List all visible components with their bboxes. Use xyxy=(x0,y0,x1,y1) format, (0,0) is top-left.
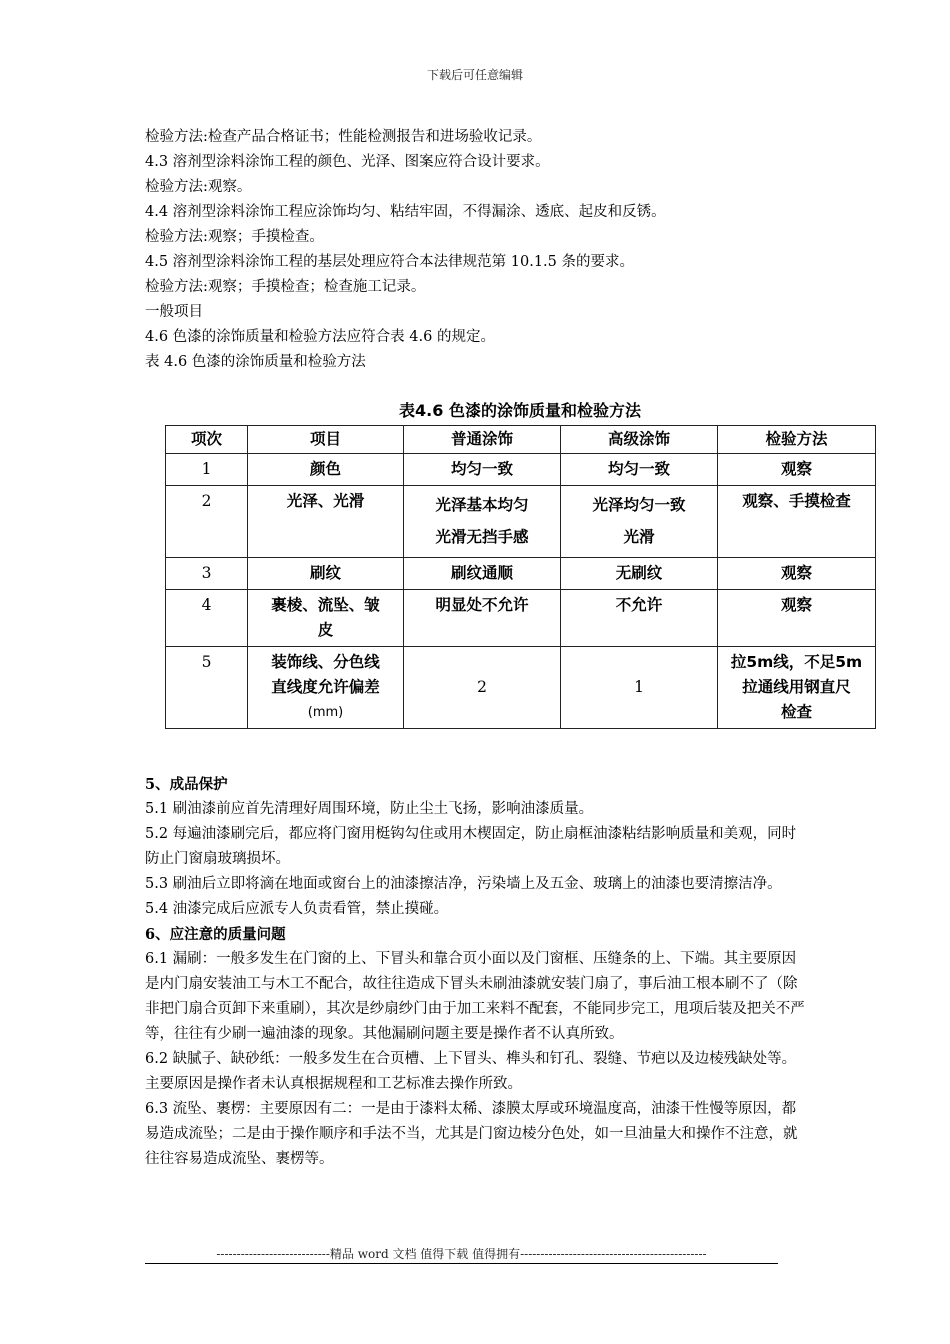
method-cell xyxy=(718,647,876,729)
method-cell: 观察 xyxy=(718,590,876,647)
cell-line: 光泽均匀一致 xyxy=(592,496,686,514)
body-text-block xyxy=(145,772,810,1172)
normal-finish-cell: 均匀一致 xyxy=(404,454,561,486)
table-row xyxy=(166,486,876,558)
section-heading: 6、应注意的质量问题 xyxy=(145,926,286,943)
normal-finish-cell: 2 xyxy=(404,647,561,729)
row-number: 2 xyxy=(166,486,248,558)
method-cell: 观察 xyxy=(718,454,876,486)
inspection-text-block xyxy=(145,125,810,375)
method-cell: 观察 xyxy=(718,558,876,590)
paragraph: 6.2 缺腻子、缺砂纸：一般多发生在合页槽、上下冒头、榫头和钉孔、裂缝、节疤以及边棱残缺处等。主要原因是操作者未认真根据规程和工艺标准去操作所致。 xyxy=(145,1051,797,1092)
page-header: 下载后可任意编辑 xyxy=(426,68,523,82)
cell-line: 光滑 xyxy=(623,528,655,546)
text-line: 检验方法:观察；手摸检查。 xyxy=(145,229,324,245)
table-title: 表4.6 色漆的涂饰质量和检验方法 xyxy=(399,401,641,420)
text-line: 表 4.6 色漆的涂饰质量和检验方法 xyxy=(145,354,366,370)
cell-line: 直线度允许偏差 xyxy=(271,678,380,696)
row-number: 5 xyxy=(166,647,248,729)
cell-line: 裹棱、流坠、皱 xyxy=(271,596,380,614)
page-footer: ----------------------------精品 word 文档 值得下载 值得拥有---------------------------------------------- xyxy=(216,1247,707,1261)
cell-line: (mm) xyxy=(307,705,344,720)
paragraph: 6.3 流坠、裹楞：主要原因有二：一是由于漆料太稀、漆膜太厚或环境温度高，油漆干性慢等原因，都易造成流坠；二是由于操作顺序和手法不当，尤其是门窗边棱分色处，如一旦油量大和操作不注意，就往往容易造成流坠、裹楞等。 xyxy=(145,1101,798,1167)
header-cell: 高级涂饰 xyxy=(561,426,718,454)
normal-finish-cell: 刷纹通顺 xyxy=(404,558,561,590)
cell-line: 光滑无挡手感 xyxy=(435,528,529,546)
normal-finish-cell: 明显处不允许 xyxy=(404,590,561,647)
text-line: 检验方法:检查产品合格证书；性能检测报告和进场验收记录。 xyxy=(145,129,542,145)
text-line: 4.6 色漆的涂饰质量和检验方法应符合表 4.6 的规定。 xyxy=(145,329,495,345)
paragraph: 6.1 漏刷：一般多发生在门窗的上、下冒头和靠合页小面以及门窗框、压缝条的上、下端。其主要原因是内门扇安装油工与木工不配合，故往往造成下冒头未刷油漆就安装门扇了，事后油工根本刷不了（除非把门扇合页卸下来重刷），其次是纱扇纱门由于加工来料不配套，不能同步完工，甩项后装及把关不严等，往往有少刷一遍油漆的现象。其他漏刷问题主要是操作者不认真所致。 xyxy=(145,951,805,1042)
header-cell: 普通涂饰 xyxy=(404,426,561,454)
method-cell: 观察、手摸检查 xyxy=(718,486,876,558)
text-line: 4.4 溶剂型涂料涂饰工程应涂饰均匀、粘结牢固，不得漏涂、透底、起皮和反锈。 xyxy=(145,204,666,220)
table-row xyxy=(166,558,876,590)
cell-line: 光泽基本均匀 xyxy=(435,496,529,514)
advanced-finish-cell: 不允许 xyxy=(561,590,718,647)
text-line: 4.5 溶剂型涂料涂饰工程的基层处理应符合本法律规范第 10.1.5 条的要求。 xyxy=(145,254,635,270)
text-line: 检验方法:观察；手摸检查；检查施工记录。 xyxy=(145,279,426,295)
normal-finish-cell xyxy=(404,486,561,558)
paragraph: 5.1 刷油漆前应首先清理好周围环境，防止尘土飞扬，影响油漆质量。 xyxy=(145,801,594,817)
cell-line: 拉5m线，不足5m xyxy=(730,653,863,671)
header-cell: 项目 xyxy=(248,426,404,454)
cell-line: 检查 xyxy=(780,703,812,721)
advanced-finish-cell: 均匀一致 xyxy=(561,454,718,486)
table-row xyxy=(166,454,876,486)
item-cell: 光泽、光滑 xyxy=(248,486,404,558)
cell-line: 装饰线、分色线 xyxy=(271,653,380,671)
quality-table xyxy=(165,425,876,729)
paragraph: 5.2 每遍油漆刷完后，都应将门窗用梃钩勾住或用木楔固定，防止扇框油漆粘结影响质量和美观，同时防止门窗扇玻璃损坏。 xyxy=(145,826,797,867)
table-row xyxy=(166,647,876,729)
text-line: 一般项目 xyxy=(145,304,203,320)
text-line: 检验方法:观察。 xyxy=(145,179,252,195)
row-number: 3 xyxy=(166,558,248,590)
advanced-finish-cell: 1 xyxy=(561,647,718,729)
section-heading: 5、成品保护 xyxy=(145,776,228,793)
item-cell xyxy=(248,590,404,647)
header-cell: 项次 xyxy=(166,426,248,454)
advanced-finish-cell: 无刷纹 xyxy=(561,558,718,590)
advanced-finish-cell xyxy=(561,486,718,558)
item-cell xyxy=(248,647,404,729)
header-cell: 检验方法 xyxy=(718,426,876,454)
row-number: 1 xyxy=(166,454,248,486)
text-line: 4.3 溶剂型涂料涂饰工程的颜色、光泽、图案应符合设计要求。 xyxy=(145,154,550,170)
paragraph: 5.4 油漆完成后应派专人负责看管，禁止摸碰。 xyxy=(145,901,449,917)
cell-line: 皮 xyxy=(317,621,334,639)
table-header-row xyxy=(166,426,876,454)
table-row xyxy=(166,590,876,647)
cell-line: 拉通线用钢直尺 xyxy=(742,678,851,696)
item-cell: 颜色 xyxy=(248,454,404,486)
footer-rule xyxy=(145,1263,778,1264)
row-number: 4 xyxy=(166,590,248,647)
paragraph: 5.3 刷油后立即将滴在地面或窗台上的油漆擦洁净，污染墙上及五金、玻璃上的油漆也要清擦洁净。 xyxy=(145,876,782,892)
item-cell: 刷纹 xyxy=(248,558,404,590)
